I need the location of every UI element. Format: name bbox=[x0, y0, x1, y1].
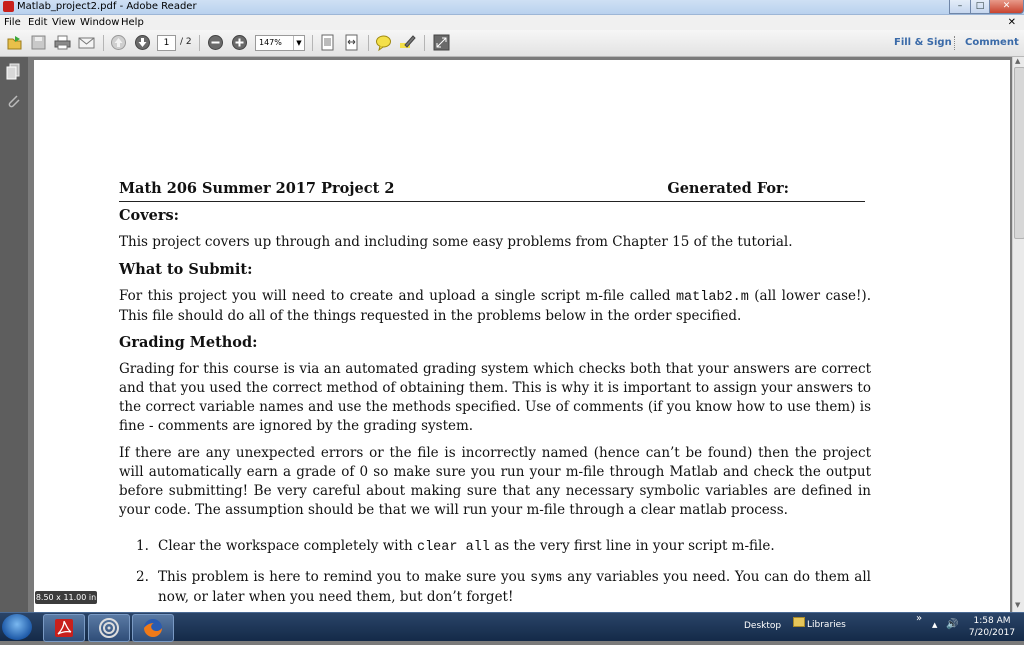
pdf-page bbox=[34, 60, 1010, 620]
comment-button[interactable]: Comment bbox=[965, 37, 1019, 48]
list-item-after: any variables you need. You can do them all now, or later when you need them, but don’t forget! bbox=[158, 569, 871, 605]
sticky-note-icon[interactable] bbox=[375, 34, 392, 51]
menu-edit[interactable]: Edit bbox=[28, 17, 48, 28]
volume-icon[interactable]: 🔊 bbox=[946, 619, 959, 630]
menu-bar bbox=[0, 15, 1024, 30]
menu-help[interactable]: Help bbox=[121, 17, 144, 28]
title-bar bbox=[0, 0, 1024, 15]
generated-for-label: Generated For: bbox=[667, 180, 789, 197]
taskbar-app-2[interactable] bbox=[88, 614, 130, 642]
email-icon[interactable] bbox=[78, 34, 95, 51]
fit-page-icon[interactable] bbox=[319, 34, 336, 51]
submit-filename: matlab2.m bbox=[675, 290, 749, 305]
close-button[interactable]: ✕ bbox=[989, 0, 1024, 14]
list-item-number: 2. bbox=[136, 569, 149, 585]
toolbar-divider bbox=[954, 36, 956, 50]
start-button[interactable] bbox=[2, 614, 32, 640]
section-heading-covers: Covers: bbox=[119, 207, 180, 224]
document-title: Math 206 Summer 2017 Project 2 bbox=[119, 180, 395, 197]
attachments-icon[interactable] bbox=[5, 93, 22, 110]
fit-width-icon[interactable] bbox=[343, 34, 360, 51]
adobe-reader-icon bbox=[3, 1, 14, 12]
zoom-out-icon[interactable] bbox=[207, 34, 224, 51]
page-size-indicator: 8.50 x 11.00 in bbox=[35, 593, 97, 602]
navigation-pane bbox=[0, 57, 28, 612]
list-item-text bbox=[158, 537, 871, 557]
list-item-text bbox=[158, 568, 871, 607]
zoom-select[interactable] bbox=[255, 35, 305, 51]
page-number-input[interactable]: 1 bbox=[157, 35, 176, 51]
maximize-button[interactable]: □ bbox=[970, 0, 990, 14]
menu-file[interactable]: File bbox=[4, 17, 21, 28]
grading-paragraph-2: If there are any unexpected errors or the file is incorrectly named (hence can’t be found) then the project will automatically earn a grade of 0 so make sure you run your m-file through Matlab and check the output before submitting! Be very careful about making sure that any necessary symbolic variables are defined in your code. The assumption should be that we will run your m-file through a clear matlab process. bbox=[119, 445, 871, 518]
list-item-code: syms bbox=[530, 571, 563, 586]
document-area[interactable] bbox=[28, 57, 1012, 612]
tray-show-hidden-icon[interactable]: ▲ bbox=[932, 621, 938, 629]
list-item-before: Clear the workspace completely with bbox=[158, 538, 413, 554]
section-heading-grading-method: Grading Method: bbox=[119, 334, 258, 351]
highlight-icon[interactable] bbox=[399, 34, 416, 51]
toolbar-separator bbox=[424, 35, 425, 51]
zoom-value: 147% bbox=[259, 38, 282, 47]
full-screen-icon[interactable] bbox=[433, 34, 450, 51]
tray-libraries-label[interactable] bbox=[793, 617, 846, 630]
what-to-submit-paragraph bbox=[119, 287, 871, 326]
scroll-up-icon[interactable]: ▲ bbox=[1015, 57, 1021, 65]
fill-and-sign-button[interactable]: Fill & Sign bbox=[894, 37, 952, 48]
tray-expand-icon[interactable]: » bbox=[916, 613, 923, 624]
toolbar-separator bbox=[103, 35, 104, 51]
chevron-down-icon[interactable]: ▼ bbox=[293, 36, 304, 50]
page-total: / 2 bbox=[180, 37, 192, 47]
clock-date[interactable]: 7/20/2017 bbox=[968, 628, 1016, 638]
toolbar-separator bbox=[312, 35, 313, 51]
toolbar bbox=[0, 30, 1024, 57]
next-page-icon[interactable] bbox=[134, 34, 151, 51]
page-thumbnails-icon[interactable] bbox=[5, 63, 22, 80]
document-header bbox=[119, 180, 865, 202]
previous-page-icon[interactable] bbox=[110, 34, 127, 51]
taskbar-adobe-reader[interactable] bbox=[43, 614, 85, 642]
save-icon[interactable] bbox=[30, 34, 47, 51]
grading-paragraph-1: Grading for this course is via an automated grading system which checks both that your answers are correct and that you used the correct method of obtaining them. This is why it is important to assign your answers to the correct variable names and use the methods specified. Use of comments (if you know how to use them) is fine - comments are ignored by the grading system. bbox=[119, 361, 871, 434]
minimize-button[interactable]: – bbox=[949, 0, 971, 14]
menu-view[interactable]: View bbox=[52, 17, 76, 28]
vertical-scrollbar[interactable] bbox=[1012, 57, 1024, 612]
list-item-code: clear all bbox=[416, 540, 490, 555]
menu-window[interactable]: Window bbox=[80, 17, 120, 28]
zoom-in-icon[interactable] bbox=[231, 34, 248, 51]
folder-icon bbox=[793, 617, 805, 627]
taskbar bbox=[0, 612, 1024, 641]
open-icon[interactable] bbox=[6, 34, 23, 51]
toolbar-separator bbox=[199, 35, 200, 51]
print-icon[interactable] bbox=[54, 34, 71, 51]
section-heading-what-to-submit: What to Submit: bbox=[119, 261, 253, 278]
list-item-after: as the very first line in your script m-file. bbox=[494, 538, 775, 554]
taskbar-firefox[interactable] bbox=[132, 614, 174, 642]
submit-text-before: For this project you will need to create and upload a single script m-file called bbox=[119, 288, 671, 304]
covers-paragraph: This project covers up through and including some easy problems from Chapter 15 of the tutorial. bbox=[119, 234, 793, 250]
list-item-number: 1. bbox=[136, 538, 149, 554]
toolbar-separator bbox=[368, 35, 369, 51]
submit-text-after: (all lower case!). This file should do all of the things requested in the problems below in the order specified. bbox=[119, 288, 871, 324]
clock-time[interactable]: 1:58 AM bbox=[973, 616, 1011, 626]
close-document-icon[interactable]: ✕ bbox=[1007, 17, 1016, 28]
list-item-before: This problem is here to remind you to make sure you bbox=[158, 569, 526, 585]
tray-libraries-text: Libraries bbox=[807, 620, 846, 630]
scroll-down-icon[interactable]: ▼ bbox=[1015, 601, 1021, 609]
tray-desktop-label[interactable]: Desktop bbox=[744, 621, 782, 631]
window-title: Matlab_project2.pdf - Adobe Reader bbox=[17, 1, 197, 12]
scrollbar-thumb[interactable] bbox=[1014, 67, 1024, 239]
